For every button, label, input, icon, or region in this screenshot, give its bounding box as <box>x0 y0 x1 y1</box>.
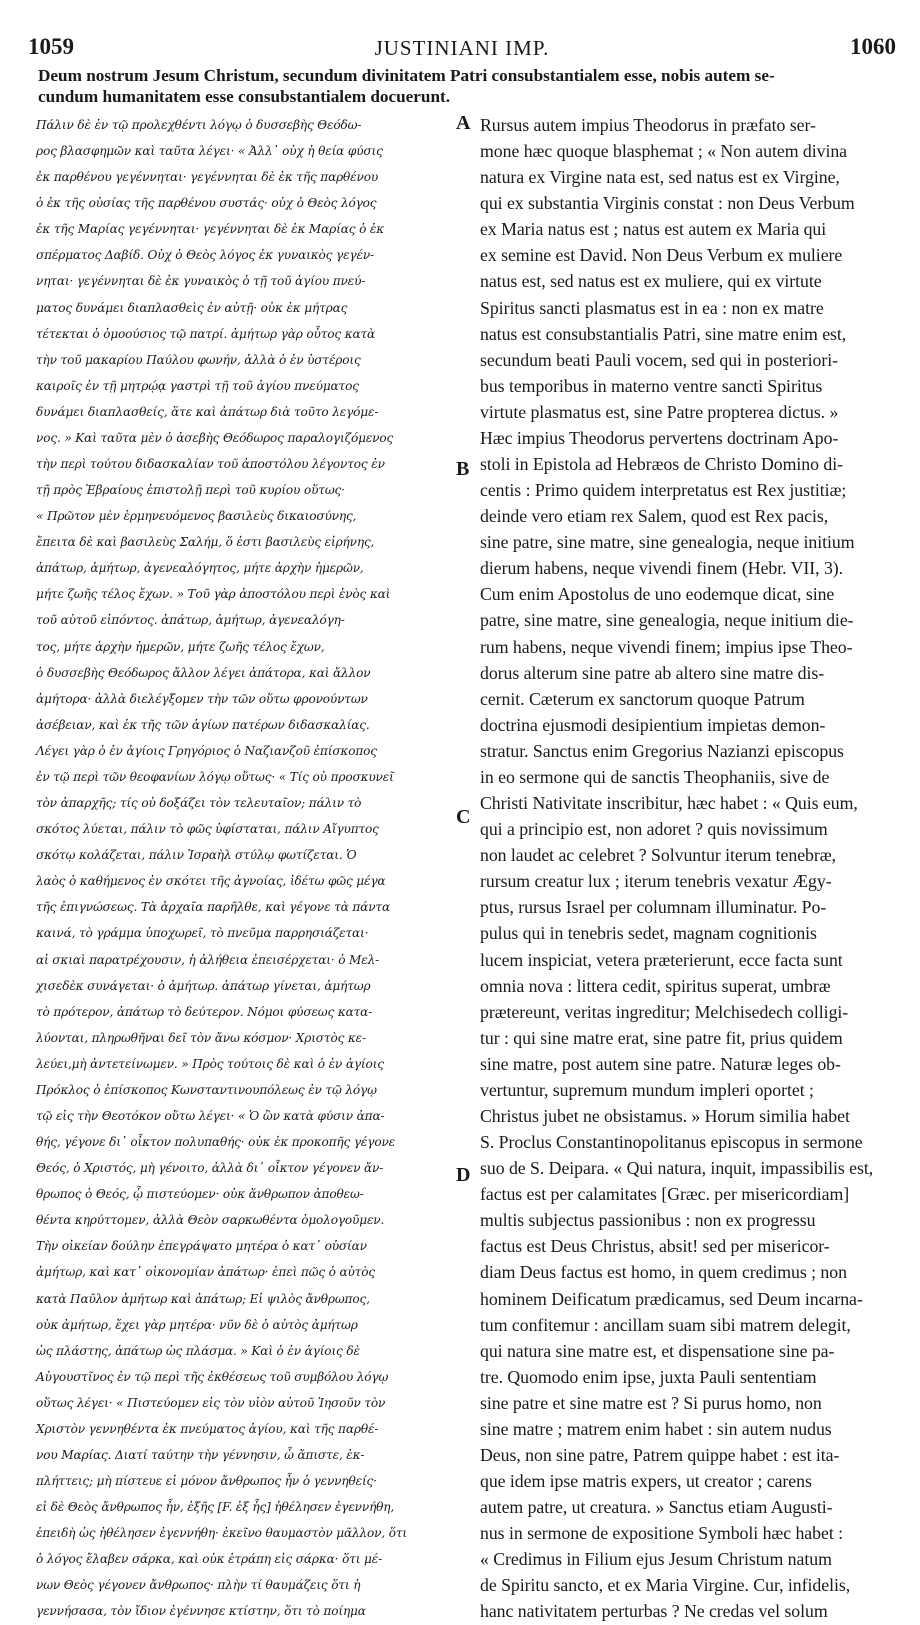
greek-text-line: τὸ πρότερον, ἀπάτωρ τὸ δεύτερον. Νόμοι φύσεως κατα- <box>36 1004 373 1019</box>
latin-text-line: que idem ipse matris expers, ut creator ; carens <box>480 1471 812 1492</box>
latin-text-line: natus est consubstantialis Patri, sine matre enim est, <box>480 323 847 344</box>
greek-text-line: οὕτως λέγει· « Πιστεύομεν εἰς τὸν υἱὸν αὐτοῦ Ἰησοῦν τὸν <box>36 1395 386 1410</box>
greek-text-line: τέτεκται ὁ ὁμοούσιος τῷ πατρί. ἀμήτωρ γὰρ οὗτος κατὰ <box>36 326 376 341</box>
greek-text-line: μήτε ζωῆς τέλος ἔχων. » Τοῦ γὰρ ἀποστόλου περὶ ἑνὸς καὶ <box>36 587 391 602</box>
greek-text-line: τὸν ἀπαρχῆς; τίς οὐ δοξάζει τὸν τελευταῖον; πάλιν τὸ <box>36 796 362 811</box>
greek-text-line: κατὰ Παῦλον ἀμήτωρ καὶ ἀπάτωρ; Εἰ ψιλὸς ἄνθρωπος, <box>36 1291 370 1306</box>
latin-column <box>480 112 890 1625</box>
greek-text-line: ἐκ τῆς Μαρίας γεγέννηται· γεγέννηται δὲ ἐκ Μαρίας ὁ ἐκ <box>36 222 385 237</box>
latin-text-line: factus est per calamitates [Græc. per misericordiam] <box>480 1184 850 1205</box>
greek-text-line: αἱ σκιαὶ παρατρέχουσιν, ἡ ἀλήθεια ἐπεισέρχεται· ὁ Μελ- <box>36 952 380 967</box>
latin-text-line: rum habens, neque vivendi finem; impius ipse Theo- <box>480 636 853 657</box>
latin-text-line: cernit. Cæterum ex sanctorum quoque Patrum <box>480 688 805 709</box>
latin-text-line: qui a principio est, non adoret ? quis novissimum <box>480 819 828 840</box>
greek-text-line: Αὐγουστῖνος ἐν τῷ περὶ τῆς ἐκθέσεως τοῦ συμβόλου λόγῳ <box>36 1369 389 1384</box>
greek-text-line: ἐπειδὴ ὡς ἠθέλησεν ἐγεννήθη· ἐκεῖνο θαυμαστὸν μᾶλλον, ὅτι <box>36 1526 407 1541</box>
greek-text-line: Λέγει γὰρ ὁ ἐν ἁγίοις Γρηγόριος ὁ Ναζιανζοῦ ἐπίσκοπος <box>36 743 377 758</box>
greek-text-line: τῇ πρὸς Ἑβραίους ἐπιστολῇ περὶ τοῦ κυρίου οὕτως· <box>36 483 345 498</box>
latin-text-line: Christi Nativitate inscribitur, hæc habet : « Quis eum, <box>480 793 858 814</box>
running-header <box>28 34 896 68</box>
greek-text-line: ἔπειτα δὲ καὶ βασιλεὺς Σαλήμ, ὅ ἐστι βασιλεὺς εἰρήνης, <box>36 535 375 550</box>
latin-text-line: factus est Deus Christus, absit! sed per misericor- <box>480 1236 830 1257</box>
greek-text-line: θρωπος ὁ Θεός, ᾧ πιστεύομεν· οὐκ ἄνθρωπον ἀποθεω- <box>36 1187 364 1202</box>
latin-text-line: doctrina ejusmodi desipientium impietas demon- <box>480 714 826 735</box>
page-number-right: 1060 <box>850 34 896 59</box>
section-marker-b: B <box>456 458 470 480</box>
latin-text-line: ex semine est David. Non Deus Verbum ex muliere <box>480 245 843 266</box>
latin-text-line: Spiritus sancti plasmatus est in ea : non ex matre <box>480 297 824 318</box>
greek-text-line: Χριστὸν γεννηθέντα ἐκ πνεύματος ἁγίου, καὶ τῆς παρθέ- <box>36 1421 379 1436</box>
latin-text-line: suo de S. Deipara. « Qui natura, inquit, impassibilis est, <box>480 1158 874 1179</box>
latin-text-line: nus in sermone de expositione Symboli hæc habet : <box>480 1523 844 1544</box>
latin-text-line: natura ex Virgine nata est, sed natus est ex Virgine, <box>480 167 840 188</box>
latin-text-line: pulus qui in tenebris sedet, magnam cognitionis <box>480 923 817 944</box>
latin-text-line: sine matre ; matrem enim habet : sin autem nudus <box>480 1418 832 1439</box>
greek-text-line: καινά, τὸ γράμμα ὑποχωρεῖ, τὸ πνεῦμα παρρησιάζεται· <box>36 926 369 941</box>
greek-text-line: λύονται, πληρωθῆναι δεῖ τὸν ἄνω κόσμον· Χριστὸς κε- <box>36 1030 366 1045</box>
latin-text-line: Deus, non sine patre, Patrem quippe habet : est ita- <box>480 1444 840 1465</box>
latin-text-line: omnia nova : littera cedit, spiritus superat, umbræ <box>480 975 831 996</box>
greek-text-line: ρος βλασφημῶν καὶ ταῦτα λέγει· « Ἀλλ᾽ οὐχ ἡ θεία φύσις <box>36 144 383 159</box>
greek-text-line: Πρόκλος ὁ ἐπίσκοπος Κωνσταντινουπόλεως ἐν τῷ λόγῳ <box>36 1082 377 1097</box>
greek-text-line: σκότῳ κολάζεται, πάλιν Ἰσραὴλ στύλῳ φωτίζεται. Ὁ <box>36 848 357 863</box>
greek-text-line: ματος δυνάμει διαπλασθεὶς ἐν αὐτῇ· οὐκ ἐκ μήτρας <box>36 300 348 315</box>
latin-text-line: hanc nativitatem perturbas ? Ne credas vel solum <box>480 1601 828 1622</box>
latin-text-line: vertuntur, supremum mundum impleri oportet ; <box>480 1079 814 1100</box>
latin-text-line: qui ex substantia Virginis constat : non Deus Verbum <box>480 193 855 214</box>
page-number-left: 1059 <box>28 34 74 59</box>
latin-text-line: hominem Deificatum prædicamus, sed Deum incarna- <box>480 1288 863 1309</box>
greek-text-line: ἐκ παρθένου γεγέννηται· γεγέννηται δὲ ἐκ τῆς παρθένου <box>36 170 379 185</box>
latin-text-line: ptus, rursus Israel per columnam illuminatur. Po- <box>480 897 827 918</box>
greek-text-line: ἀσέβειαν, καὶ ἐκ τῆς τῶν ἁγίων πατέρων διδασκαλίας. <box>36 717 370 732</box>
greek-text-line: ἀμήτωρ, καὶ κατ᾽ οἰκονομίαν ἀπάτωρ· ἐπεὶ πῶς ὁ αὐτὸς <box>36 1265 375 1280</box>
latin-text-line: lucem inspiciat, vetera præterierunt, ecce facta sunt <box>480 949 843 970</box>
latin-text-line: de Spiritu sancto, et ex Maria Virgine. Cur, infidelis, <box>480 1575 851 1596</box>
latin-text-line: S. Proclus Constantinopolitanus episcopus in sermone <box>480 1132 863 1153</box>
latin-text-line: multis subjectus passionibus : non ex progressu <box>480 1210 816 1231</box>
greek-text-line: ὁ ἐκ τῆς οὐσίας τῆς παρθένου συστάς· οὐχ ὁ Θεὸς λόγος <box>36 196 377 211</box>
latin-text-line: tum confitemur : ancillam suam sibi matrem delegit, <box>480 1314 851 1335</box>
greek-text-line: λεύει,μὴ ἀντετείνωμεν. » Πρὸς τούτοις δὲ καὶ ὁ ἐν ἁγίοις <box>36 1056 384 1071</box>
latin-text-line: rursum creatur lux ; iterum tenebris vexatur Ægy- <box>480 871 832 892</box>
greek-text-line: ἀμήτορα· ἀλλὰ διελέγξομεν τὴν τῶν οὕτω φρονούντων <box>36 691 368 706</box>
latin-text-line: mone hæc quoque blasphemat ; « Non autem divina <box>480 141 848 162</box>
greek-text-line: πλήττεις; μὴ πίστευε εἰ μόνον ἄνθρωπος ἦν ὁ γεννηθείς· <box>36 1474 377 1489</box>
intro-line: Deum nostrum Jesum Christum, secundum divinitatem Patri consubstantialem esse, nobis autem se- <box>38 66 775 85</box>
latin-text-line: secundum beati Pauli vocem, sed qui in posteriori- <box>480 349 838 370</box>
greek-text-line: Πάλιν δὲ ἐν τῷ προλεχθέντι λόγῳ ὁ δυσσεβὴς Θεόδω- <box>36 118 362 132</box>
latin-text-line: natus est, sed natus est ex muliere, qui ex virtute <box>480 271 822 292</box>
latin-text-line: diam Deus factus est homo, in quem credimus ; non <box>480 1262 847 1283</box>
latin-text-line: deinde vero etiam rex Salem, quod est Rex pacis, <box>480 506 829 527</box>
latin-text-line: bus temporibus in materno ventre sancti Spiritus <box>480 375 823 396</box>
latin-text-line: centis : Primo quidem interpretatus est Rex justitiæ; <box>480 480 847 501</box>
running-title: JUSTINIANI IMP. <box>374 36 550 60</box>
greek-text-line: τῆς ἐπιγνώσεως. Τὰ ἀρχαῖα παρῆλθε, καὶ γέγονε τὰ πάντα <box>36 900 390 915</box>
latin-text-line: qui natura sine matre est, et dispensatione sine pa- <box>480 1340 835 1361</box>
greek-text-line: τος, μήτε ἀρχὴν ἡμερῶν, μήτε ζωῆς τέλος ἔχων, <box>36 639 325 654</box>
latin-text-line: sine patre et sine matre est ? Si purus homo, non <box>480 1392 822 1413</box>
latin-text-line: Rursus autem impius Theodorus in præfato ser- <box>480 115 816 135</box>
latin-text-line: Hæc impius Theodorus pervertens doctrinam Apo- <box>480 427 839 448</box>
latin-text-line: autem patre, ut creatura. » Sanctus etiam Augusti- <box>480 1497 833 1518</box>
latin-text-line: « Credimus in Filium ejus Jesum Christum natum <box>480 1549 832 1570</box>
greek-text-line: ὁ δυσσεβὴς Θεόδωρος ἄλλον λέγει ἀπάτορα, καὶ ἄλλον <box>36 665 371 680</box>
greek-text-line: νου Μαρίας. Διατί ταύτην τὴν γέννησιν, ὦ ἄπιστε, ἐκ- <box>36 1447 365 1462</box>
greek-column <box>36 112 460 1625</box>
latin-text-line: sine patre, sine matre, sine genealogia, neque initium <box>480 532 855 553</box>
greek-text-line: καιροῖς ἐν τῇ μητρῴᾳ γαστρὶ τῇ τοῦ ἁγίου πνεύματος <box>36 378 359 393</box>
greek-text-line: Τὴν οἰκείαν δούλην ἐπεγράψατο μητέρα ὁ κατ᾽ οὐσίαν <box>36 1239 367 1254</box>
intro-paragraph <box>38 66 888 107</box>
latin-text-line: Christus jubet ne obsistamus. » Horum similia habet <box>480 1105 850 1126</box>
latin-text-line: ex Maria natus est ; natus est autem ex Maria qui <box>480 219 827 240</box>
greek-text-line: νηται· γεγέννηται δὲ ἐκ γυναικὸς ὁ τῇ τοῦ ἁγίου πνεύ- <box>36 274 366 289</box>
latin-text-line: virtute plasmatus est, sine Patre propterea dictus. » <box>480 401 839 422</box>
section-marker-d: D <box>456 1164 471 1186</box>
section-marker-c: C <box>456 806 471 828</box>
greek-text-line: γεννήσασα, τὸν ἴδιον ἐγέννησε κτίστην, ὅτι τὸ ποίημα <box>36 1604 366 1619</box>
greek-text-line: χισεδὲκ συνάγεται· ὁ ἀμήτωρ. ἀπάτωρ γίνεται, ἀμήτωρ <box>36 978 371 993</box>
latin-text-line: non laudet ac celebret ? Solvuntur iterum tenebræ, <box>480 845 836 866</box>
greek-text-line: Θεός, ὁ Χριστός, μὴ γένοιτο, ἀλλὰ δι᾽ οἶκτον γέγονεν ἄν- <box>36 1161 384 1176</box>
latin-text-line: dorus alterum sine patre ab altero sine matre dis- <box>480 662 825 683</box>
greek-text-line: σκότος λύεται, πάλιν τὸ φῶς ὑφίσταται, πάλιν Αἴγυπτος <box>36 822 379 837</box>
intro-line: cundum humanitatem esse consubstantialem docuerunt. <box>38 86 451 106</box>
latin-text-line: tre. Quomodo enim ipse, juxta Pauli sententiam <box>480 1366 817 1387</box>
greek-text-line: εἰ δὲ Θεὸς ἄνθρωπος ἦν, ἐξῆς [F. ἐξ ἧς] ἠθέλησεν ἐγεννήθη, <box>36 1500 395 1515</box>
latin-text-line: stoli in Epistola ad Hebræos de Christo Domino di- <box>480 454 843 475</box>
greek-text-line: λαὸς ὁ καθήμενος ἐν σκότει τῆς ἀγνοίας, ἰδέτω φῶς μέγα <box>36 874 386 889</box>
section-marker-a: A <box>456 112 471 134</box>
greek-text-line: θής, γέγονε δι᾽ οἶκτον πολυπαθής· οὐκ ἐκ προκοπῆς γέγονε <box>36 1135 395 1150</box>
greek-text-line: νων Θεὸς γέγονεν ἄνθρωπος· πλὴν τί θαυμάζεις ὅτι ἡ <box>36 1578 361 1593</box>
greek-text-line: νος. » Καὶ ταῦτα μὲν ὁ ἀσεβὴς Θεόδωρος παραλογιζόμενος <box>36 430 394 445</box>
greek-text-line: τοῦ αὐτοῦ εἰπόντος. ἀπάτωρ, ἀμήτωρ, ἀγενεαλόγη- <box>36 613 345 628</box>
latin-text-line: dierum habens, neque vivendi finem (Hebr. VII, 3). <box>480 558 844 579</box>
greek-text-line: δυνάμει διαπλασθείς, ἅτε καὶ ἀπάτωρ διὰ τοῦτο λεγόμε- <box>36 404 379 419</box>
greek-text-line: θέντα κηρύττομεν, ἀλλὰ Θεὸν σαρκωθέντα ὁμολογοῦμεν. <box>36 1213 385 1228</box>
latin-text-line: Cum enim Apostolus de uno eodemque dicat, sine <box>480 584 835 605</box>
latin-text-line: stratur. Sanctus enim Gregorius Nazianzi episcopus <box>480 740 844 761</box>
latin-text-line: patre, sine matre, sine genealogia, neque initium die- <box>480 610 854 631</box>
greek-text-line: τὴν τοῦ μακαρίου Παύλου φωνήν, ἀλλὰ ὁ ἐν ὑστέροις <box>36 352 361 367</box>
latin-text-line: sine matre, post autem sine patre. Naturæ leges ob- <box>480 1053 841 1074</box>
greek-text-line: ὡς πλάστης, ἀπάτωρ ὡς πλάσμα. » Καὶ ὁ ἐν ἁγίοις δὲ <box>36 1343 360 1358</box>
greek-text-line: ἐν τῷ περὶ τῶν θεοφανίων λόγῳ οὕτως· « Τίς οὐ προσκυνεῖ <box>36 769 394 784</box>
greek-text-line: « Πρῶτον μὲν ἑρμηνευόμενος βασιλεὺς δικαιοσύνης, <box>36 509 357 524</box>
greek-text-line: ἀπάτωρ, ἀμήτωρ, ἀγενεαλόγητος, μήτε ἀρχὴν ἡμερῶν, <box>36 561 364 576</box>
greek-text-line: σπέρματος Δαβίδ. Οὐχ ὁ Θεὸς λόγος ἐκ γυναικὸς γεγέν- <box>36 248 374 263</box>
latin-text-line: tur : qui sine matre erat, sine patre fit, prius quidem <box>480 1027 843 1048</box>
greek-text-line: οὐκ ἀμήτωρ, ἔχει γὰρ μητέρα· νῦν δὲ ὁ αὐτὸς ἀμήτωρ <box>36 1317 358 1332</box>
greek-text-line: τῷ εἰς τὴν Θεοτόκον οὕτω λέγει· « Ὁ ὢν κατὰ φύσιν ἀπα- <box>36 1108 385 1123</box>
latin-text-line: in eo sermone qui de sanctis Theophaniis, sive de <box>480 766 830 787</box>
greek-text-line: ὁ λόγος ἔλαβεν σάρκα, καὶ οὐκ ἐτράπη εἰς σάρκα· ὅτι μέ- <box>36 1552 383 1567</box>
latin-text-line: prætereunt, veritas ingreditur; Melchisedech colligi- <box>480 1001 849 1022</box>
greek-text-line: τὴν περὶ τούτου διδασκαλίαν τοῦ ἀποστόλου λέγοντος ἐν <box>36 457 385 472</box>
